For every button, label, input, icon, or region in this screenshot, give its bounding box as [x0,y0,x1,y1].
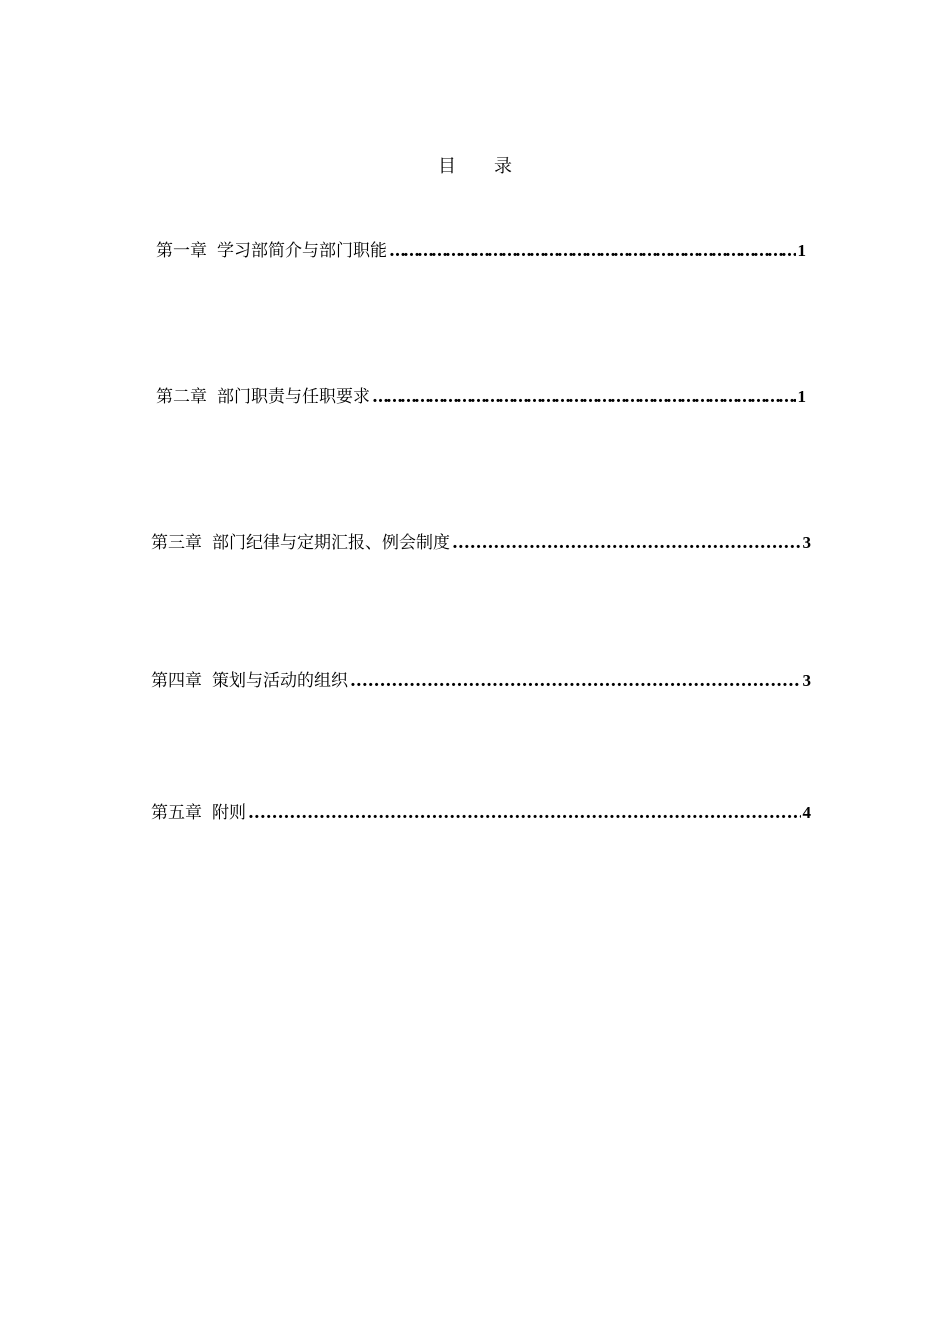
toc-chapter-title: 策划与活动的组织 [212,671,348,691]
toc-dot-leader [389,241,796,261]
toc-chapter-title: 部门职责与任职要求 [217,387,370,407]
toc-dot-leader [248,803,801,823]
toc-dot-leader [372,387,796,407]
toc-chapter-title: 学习部简介与部门职能 [217,241,387,261]
toc-chapter-title: 附则 [212,803,246,823]
toc-heading [0,152,950,178]
toc-chapter-number: 第一章 [156,241,207,261]
toc-chapter-number: 第五章 [151,803,202,823]
toc-page-number: 1 [797,387,806,406]
toc-chapter-title: 部门纪律与定期汇报、例会制度 [212,533,450,553]
toc-dot-leader [350,671,801,691]
toc-chapter-number: 第三章 [151,533,202,553]
toc-heading-left: 目 [438,156,456,177]
toc-entry-chapter-1[interactable] [156,236,806,261]
toc-page-number: 3 [802,671,811,690]
toc-chapter-number: 第四章 [151,671,202,691]
toc-page-number: 3 [802,533,811,552]
toc-heading-right: 录 [494,156,512,177]
toc-dot-leader [452,533,801,553]
toc-entry-chapter-4[interactable] [151,666,811,691]
toc-page-number: 1 [797,241,806,260]
toc-entry-chapter-5[interactable] [151,798,811,823]
toc-entry-chapter-2[interactable] [156,382,806,407]
toc-entry-chapter-3[interactable] [151,528,811,553]
toc-page-number: 4 [802,803,811,822]
toc-chapter-number: 第二章 [156,387,207,407]
